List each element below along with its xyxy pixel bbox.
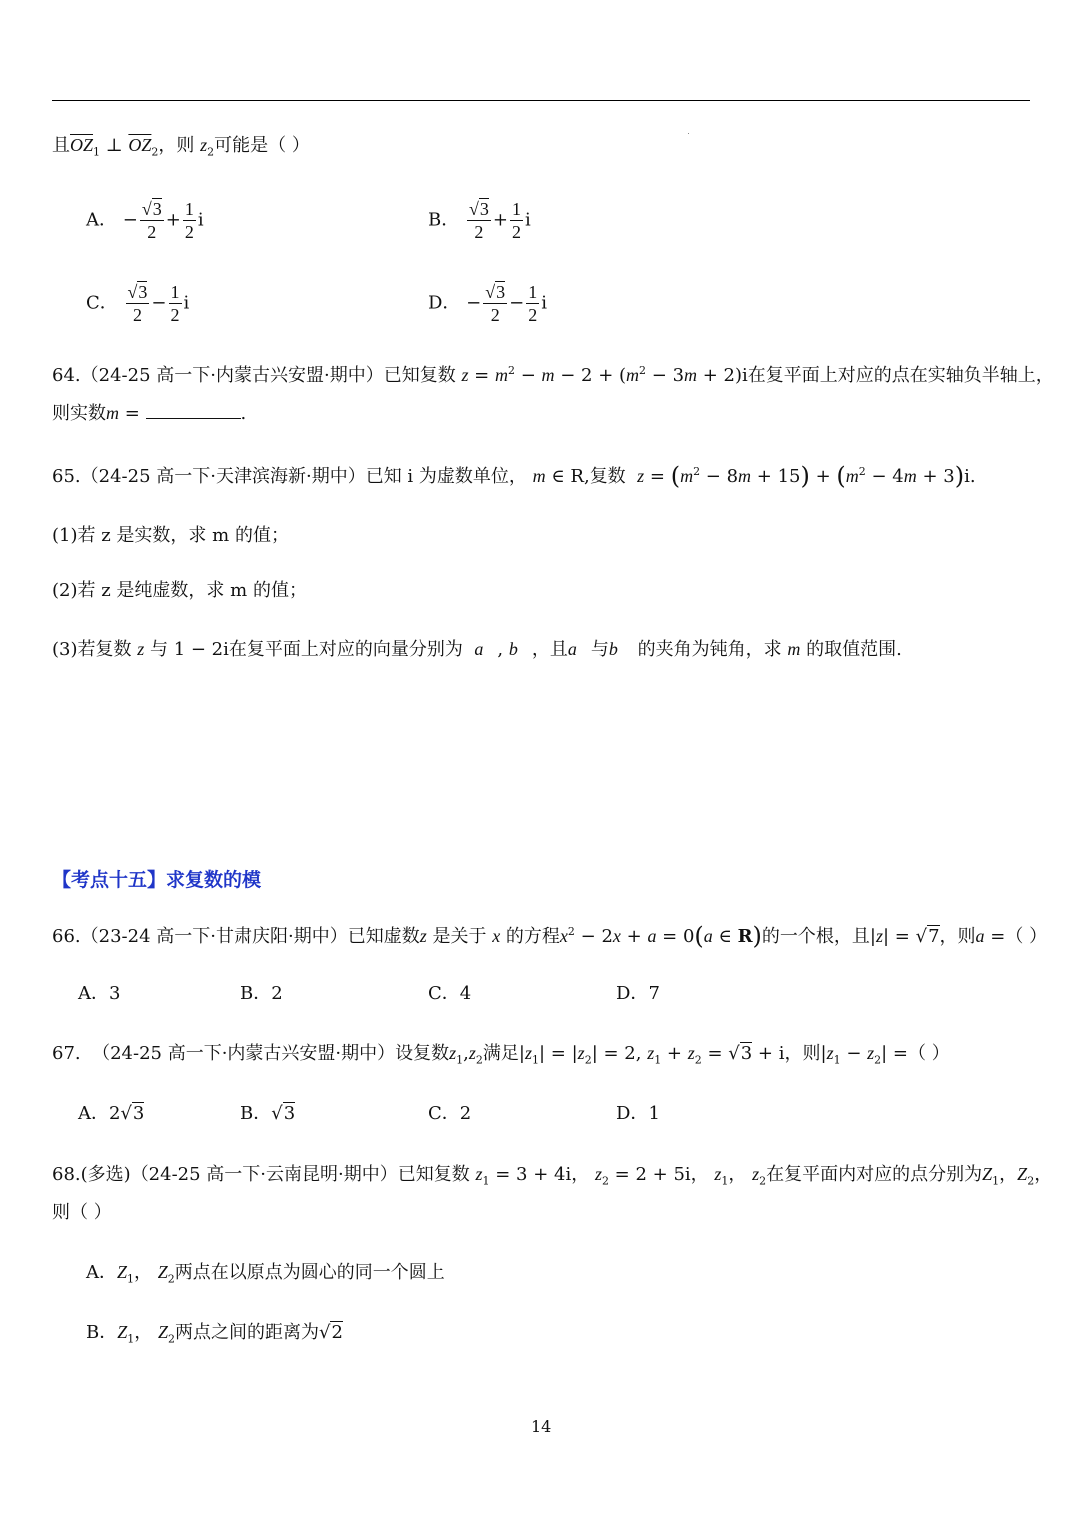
part3-f: 的夹角为钝角，求: [637, 639, 782, 660]
option-label: C．: [86, 292, 118, 314]
q63-option-a[interactable]: [86, 200, 204, 241]
option-text: 两点在以原点为圆心的同一个圆上: [174, 1262, 445, 1283]
q63-stem-prefix: 且: [52, 135, 70, 156]
q68-number: 68.: [52, 1164, 81, 1185]
q68-option-b[interactable]: B．$Z_1$， $Z_2$两点之间的距离为√2: [86, 1322, 343, 1346]
option-value: 7: [648, 983, 660, 1004]
option-label: C．: [428, 983, 460, 1004]
option-label: D．: [616, 983, 649, 1004]
q68-option-a[interactable]: A．$Z_1$， $Z_2$两点在以原点为圆心的同一个圆上: [86, 1262, 445, 1286]
page-number: 14: [531, 1417, 552, 1436]
operator: −: [509, 292, 525, 314]
option-label: A．: [86, 1262, 117, 1283]
operator: +: [165, 209, 181, 231]
q68-line2: 则（ ）: [52, 1202, 112, 1223]
fraction: $\frac{√3}{2}$: [485, 282, 506, 325]
sign: −: [466, 292, 482, 314]
fraction: $\frac{√3}{2}$: [468, 199, 489, 242]
q63-stem-end: 可能是（ ）: [214, 135, 310, 156]
part3-e: 与: [590, 639, 609, 660]
part3-b: 与: [149, 639, 168, 660]
option-value: 4: [459, 983, 472, 1004]
q68-text-b: 在复平面内对应的点分别为: [766, 1164, 983, 1185]
q63-option-c[interactable]: [86, 283, 189, 324]
operator: −: [151, 292, 167, 314]
q64-line2: 则实数m = .: [52, 403, 247, 424]
q65-part-2: [52, 582, 307, 600]
q65-text-a: 已知 i 为虚数单位，: [365, 466, 527, 487]
q63-option-b[interactable]: [428, 200, 531, 241]
q65-number: 65.: [52, 466, 81, 487]
option-label: C．: [428, 1103, 460, 1124]
option-value: 3: [109, 983, 121, 1004]
q65-part-1: [52, 527, 289, 545]
q66-stem: 66.（23-24 高一下·甘肃庆阳·期中）已知虚数z 是关于 x 的方程$x^2 - 2x + a = 0(a$ ∈ R)的一个根，且|z| = √7，则a =（ ）: [52, 922, 1048, 950]
option-value: 2: [459, 1103, 472, 1124]
fraction: $\frac{1}{2}$: [511, 199, 521, 242]
imag-unit: i: [541, 292, 548, 314]
q63-stem: 且$\overline{OZ}_1$ ⊥ $\overline{OZ}_2$，则 $z_2$可能是（ ）: [52, 135, 310, 159]
q67-stem: 67. （24-25 高一下·内蒙古兴安盟·期中）设复数$z_1,z_2$满足$|z_1| = |z_2| = 2$, $z_1 + z_2 = √3 + i$，则$|z_1 - z_2|$ =（ ）: [52, 1043, 950, 1067]
section-heading: 【考点十五】求复数的模: [52, 869, 262, 891]
fraction: $\frac{√3}{2}$: [127, 282, 148, 325]
q66-option-b[interactable]: [240, 985, 283, 1003]
part-text: 若 z 是实数，求 m 的值；: [77, 525, 289, 546]
q66-number: 66.: [52, 926, 81, 947]
option-value: 2: [271, 983, 283, 1004]
q64-line2-end: .: [240, 403, 247, 424]
q67-option-a[interactable]: A．2√3: [78, 1103, 145, 1124]
part-number: (1): [52, 525, 78, 546]
option-label: D．: [616, 1103, 649, 1124]
q66-text-a: 已知虚数: [347, 926, 420, 947]
q67-text-c: ，则: [784, 1043, 821, 1064]
q63-option-d[interactable]: [428, 283, 547, 324]
q66-text-c: 的方程: [505, 926, 560, 947]
option-label: B．: [240, 983, 272, 1004]
fraction: $\frac{√3}{2}$: [141, 199, 162, 242]
q66-text-b: 是关于: [432, 926, 487, 947]
q67-option-b[interactable]: B．√3: [240, 1103, 296, 1124]
part-number: (2): [52, 580, 78, 601]
fraction: $\frac{1}{2}$: [528, 282, 538, 325]
option-text: 两点之间的距离为: [175, 1322, 319, 1343]
q68-source: （24-25 高一下·云南昆明·期中）: [130, 1164, 398, 1185]
q66-text-e: ，则: [939, 926, 976, 947]
option-label: D．: [428, 292, 461, 314]
q67-number: 67.: [52, 1043, 81, 1064]
answer-blank[interactable]: [146, 404, 241, 419]
part3-a: 若复数: [77, 639, 132, 660]
q65-text-b: 复数: [589, 466, 626, 487]
part-text: 若 z 是纯虚数，求 m 的值；: [77, 580, 307, 601]
option-value: 1: [648, 1103, 660, 1124]
part3-g: 的取值范围.: [806, 639, 902, 660]
scan-speck: [688, 133, 689, 134]
q66-option-a[interactable]: [78, 985, 120, 1003]
part-number: (3): [52, 639, 78, 660]
imag-unit: i: [524, 209, 531, 231]
q66-option-d[interactable]: [616, 985, 660, 1003]
q67-source: （24-25 高一下·内蒙古兴安盟·期中）: [92, 1043, 396, 1064]
q66-text-d: 的一个根，且: [761, 926, 870, 947]
part3-c: 在复平面上对应的向量分别为: [228, 639, 463, 660]
q67-text-a: 设复数: [395, 1043, 450, 1064]
fraction: $\frac{1}{2}$: [170, 282, 180, 325]
option-label: B．: [240, 1103, 272, 1124]
q67-text-d: （ ）: [908, 1043, 950, 1064]
q64-text-a: 已知复数: [383, 365, 456, 386]
q64-number: 64.: [52, 365, 81, 386]
q67-text-b: 满足: [482, 1043, 519, 1064]
q63-stem-suffix: ，则: [158, 135, 195, 156]
option-label: A．: [78, 1103, 109, 1124]
option-label: A．: [78, 983, 109, 1004]
q68-tag: (多选): [80, 1164, 131, 1185]
operator: +: [492, 209, 508, 231]
imag-unit: i: [197, 209, 204, 231]
q64-line2-text: 则实数: [52, 403, 106, 424]
q64-source: （24-25 高一下·内蒙古兴安盟·期中）: [80, 365, 384, 386]
q67-option-c[interactable]: [428, 1105, 471, 1123]
q64-line1: 64.（24-25 高一下·内蒙古兴安盟·期中）已知复数 $z = m^2 - m - 2 + (m^2 - 3m + 2)i$在复平面上对应的点在实轴负半轴上，: [52, 364, 1054, 386]
imag-unit: i: [183, 292, 190, 314]
q67-option-d[interactable]: [616, 1105, 660, 1123]
q66-text-f: （ ）: [1005, 926, 1048, 947]
fraction: $\frac{1}{2}$: [184, 199, 194, 242]
option-label: A．: [86, 209, 117, 231]
option-label: B．: [86, 1322, 118, 1343]
q65-part-3: (3)若复数 z 与 1 − 2i在复平面上对应的向量分别为 a⃗, b⃗，且a⃗与b⃗ 的夹角为钝角，求 m 的取值范围.: [52, 639, 902, 660]
header-rule: [52, 100, 1030, 101]
q68-text-a: 已知复数: [397, 1164, 470, 1185]
q65-source: （24-25 高一下·天津滨海新·期中）: [80, 466, 366, 487]
sign: −: [122, 209, 138, 231]
q66-source: （23-24 高一下·甘肃庆阳·期中）: [80, 926, 348, 947]
option-label: B．: [428, 209, 460, 231]
part3-d: ，且: [531, 639, 568, 660]
q66-option-c[interactable]: [428, 985, 471, 1003]
q65-line1: 65.（24-25 高一下·天津滨海新·期中）已知 i 为虚数单位， m ∈ R,复数 $z = (m^2 - 8m + 15) + (m^2 - 4m + 3)i$.: [52, 462, 976, 490]
q64-text-b: 在复平面上对应的点在实轴负半轴上，: [747, 365, 1054, 386]
q68-line1: 68.(多选)（24-25 高一下·云南昆明·期中）已知复数 $z_1 = 3 + 4i$， $z_2 = 2 + 5i$， $z_1$， $z_2$在复平面内对应的点分别为$Z_1$，$Z_2$，: [52, 1164, 1053, 1188]
